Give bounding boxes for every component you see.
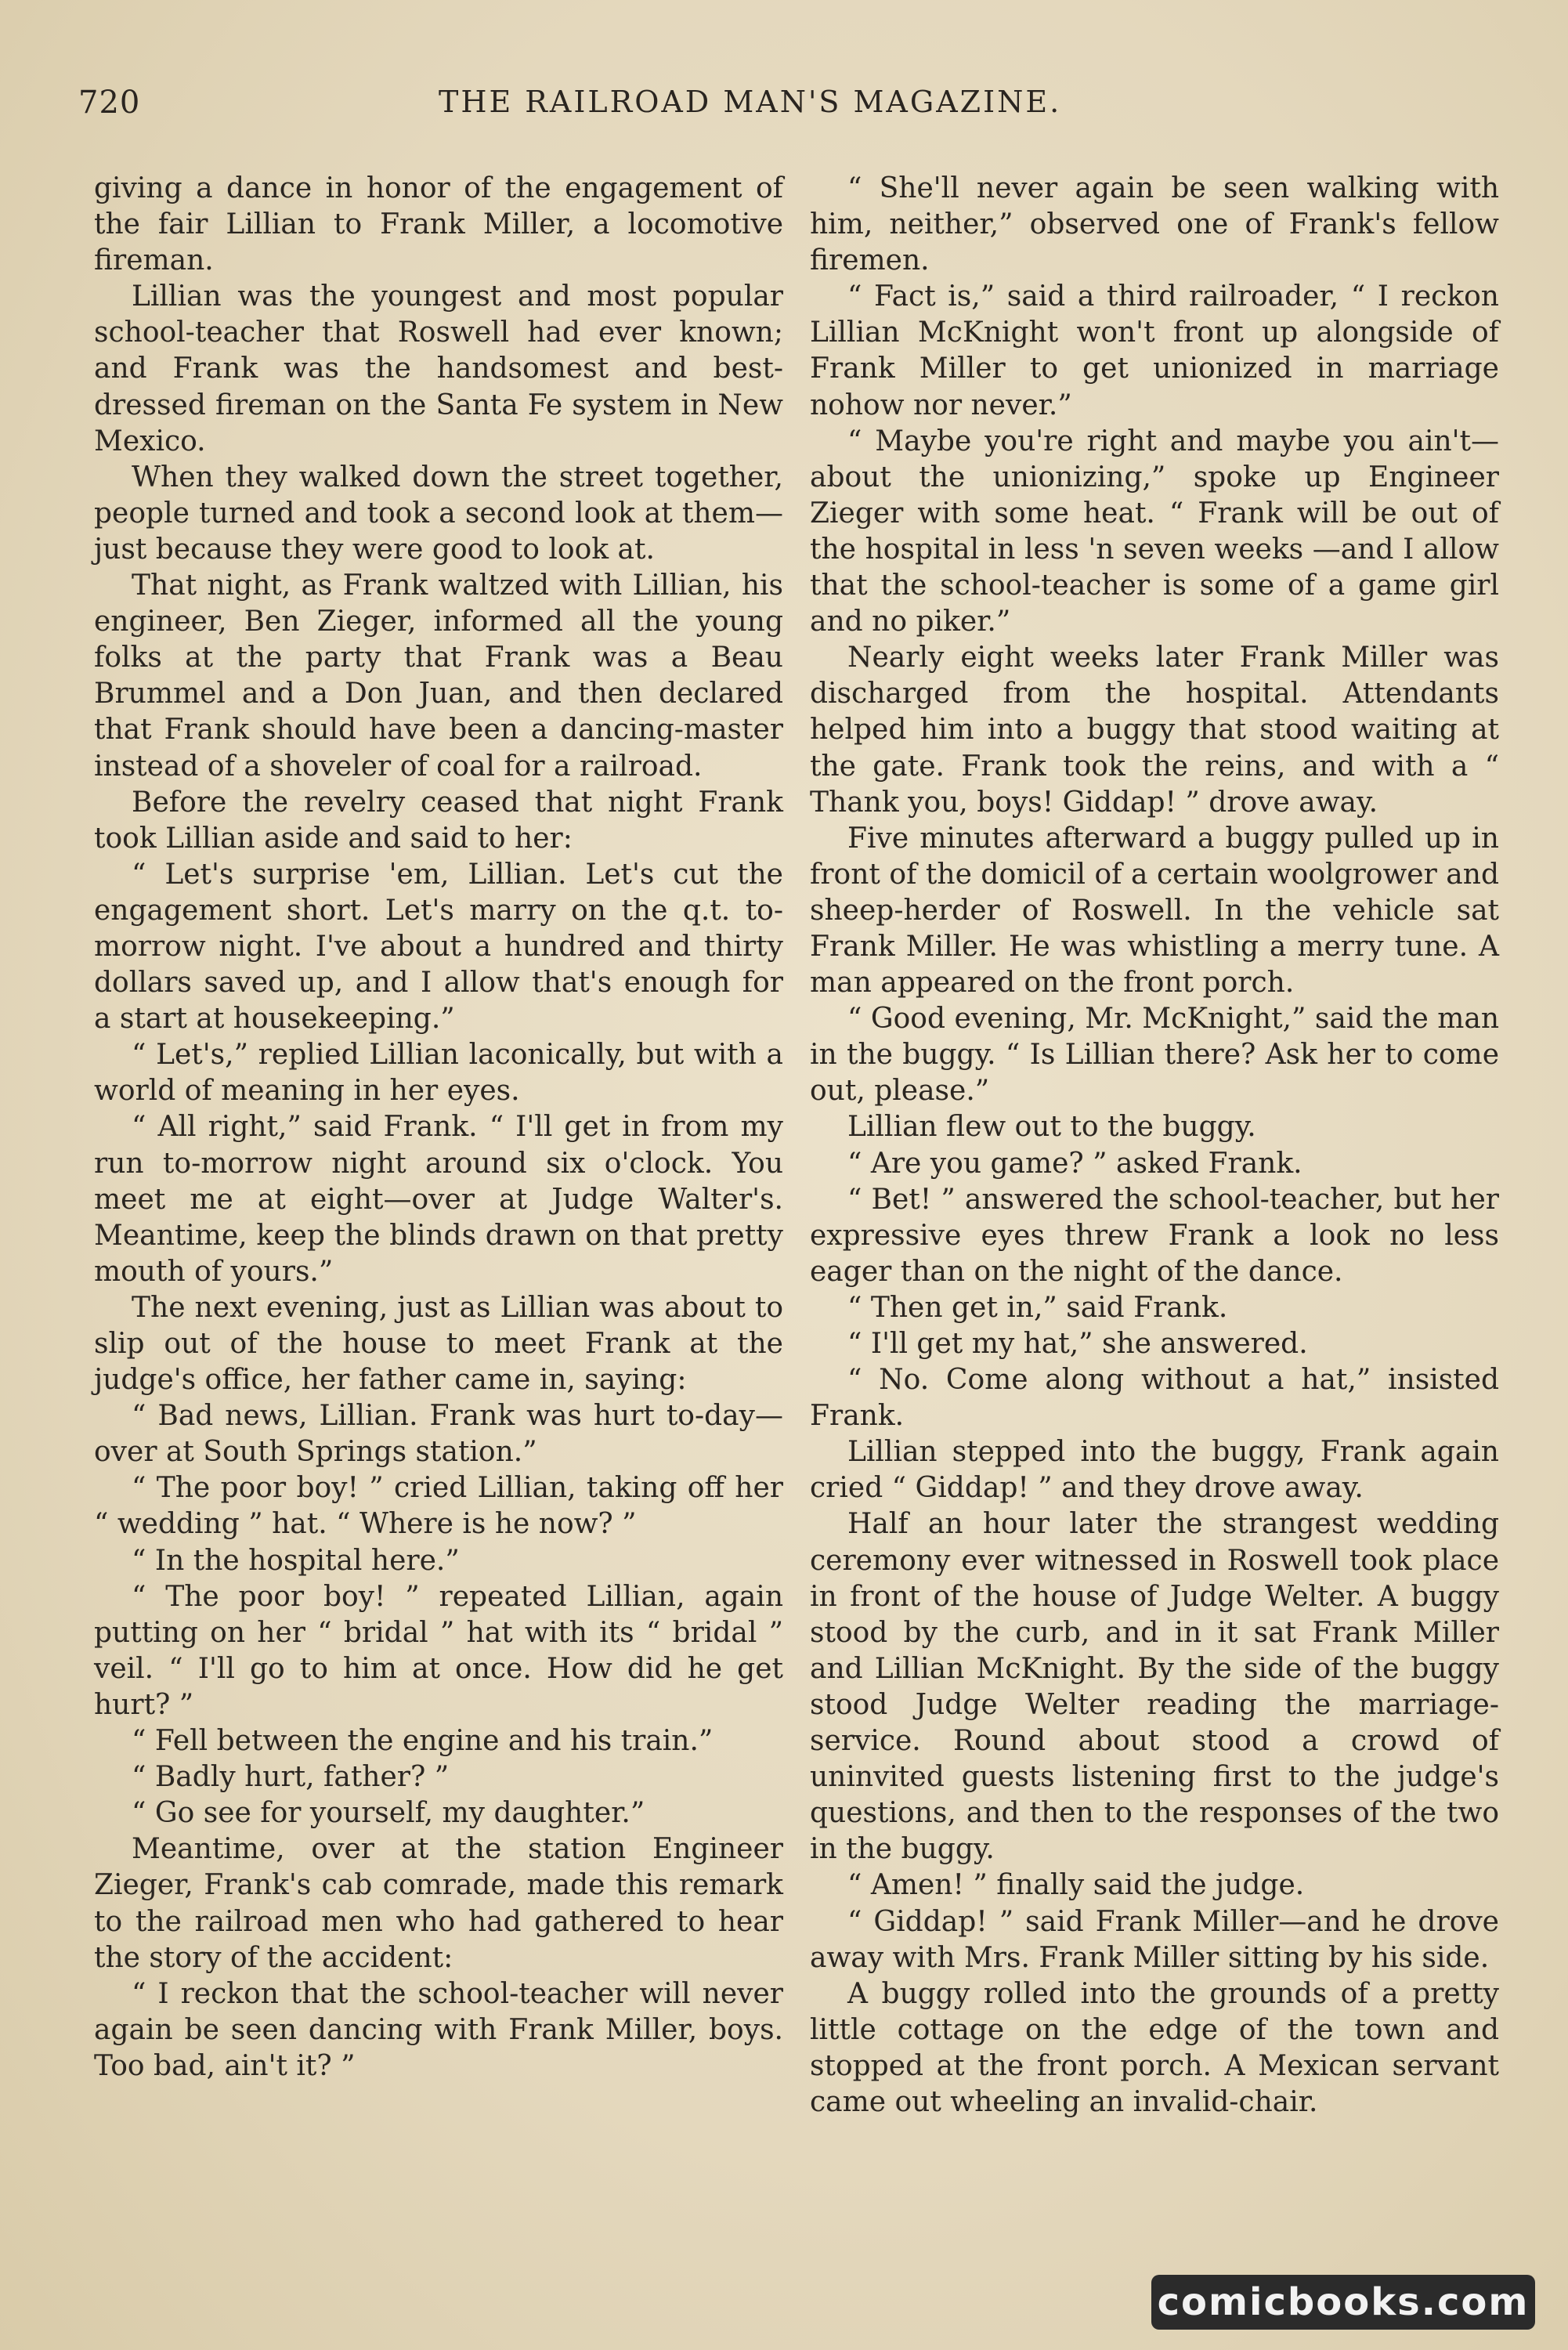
- paragraph: Half an hour later the strangest wedding ceremony ever witnessed in Roswell took place in front of the house of Judge Welter. A buggy stood by the curb, and in it sat Frank Miller and Lillian McKnight. By the side of the buggy stood Judge Welter reading the marriage-service. Round about stood a crowd of uninvited guests listening first to the judge's questions, and then to the responses of the two in the buggy.: [810, 1508, 1499, 1866]
- source-watermark: comicbooks.com: [1151, 2275, 1535, 2330]
- paragraph: “ Good evening, Mr. McKnight,” said the man in the buggy. “ Is Lillian there? Ask her to come out, please.”: [810, 1003, 1499, 1108]
- paragraph: Nearly eight weeks later Frank Miller was discharged from the hospital. Attendants helped him into a buggy that stood waiting at the gate. Frank took the reins, and with a “ Thank you, boys! Giddap! ” drove away.: [810, 642, 1499, 819]
- paragraph: “ Maybe you're right and maybe you ain't—about the unionizing,” spoke up Engineer Zieger with some heat. “ Frank will be out of the hospital in less 'n seven weeks —and I allow that the school-teacher is some of a game girl and no piker.”: [810, 425, 1499, 638]
- paragraph: Lillian was the youngest and most popular school-teacher that Roswell had ever known; and Frank was the handsomest and best-dressed fireman on the Santa Fe system in New Mexico.: [94, 280, 783, 457]
- page-header: [78, 85, 1488, 132]
- left-column: [94, 171, 783, 2084]
- paragraph: “ Badly hurt, father? ”: [132, 1761, 450, 1794]
- paragraph: Meantime, over at the station Engineer Zieger, Frank's cab comrade, made this remark to the railroad men who had gathered to hear the story of the accident:: [94, 1833, 783, 1974]
- paragraph: Lillian flew out to the buggy.: [847, 1111, 1256, 1144]
- running-title: THE RAILROAD MAN'S MAGAZINE.: [439, 85, 1062, 119]
- paragraph: That night, as Frank waltzed with Lillian, his engineer, Ben Zieger, informed all the young folks at the party that Frank was a Beau Brummel and a Don Juan, and then declared that Frank should have been a dancing-master instead of a shoveler of coal for a railroad.: [94, 569, 783, 783]
- paragraph: “ Fell between the engine and his train.”: [132, 1725, 714, 1758]
- paragraph: Five minutes afterward a buggy pulled up in front of the domicil of a certain woolgrower and sheep-herder of Roswell. In the vehicle sat Frank Miller. He was whistling a merry tune. A man appeared on the front porch.: [810, 822, 1499, 1000]
- paragraph: “ Are you game? ” asked Frank.: [847, 1147, 1302, 1180]
- paragraph: A buggy rolled into the grounds of a pretty little cottage on the edge of the town and stopped at the front porch. A Mexican servant came out wheeling an invalid-chair.: [810, 1977, 1499, 2118]
- paragraph: “ Then get in,” said Frank.: [847, 1291, 1228, 1324]
- paragraph: “ Let's,” replied Lillian laconically, but with a world of meaning in her eyes.: [94, 1039, 783, 1108]
- paragraph: “ Amen! ” finally said the judge.: [847, 1869, 1305, 1902]
- paragraph: “ The poor boy! ” repeated Lillian, again putting on her “ bridal ” hat with its “ bridal ” veil. “ I'll go to him at once. How did he get hurt? ”: [94, 1580, 783, 1721]
- paragraph: “ The poor boy! ” cried Lillian, taking off her “ wedding ” hat. “ Where is he now? ”: [94, 1472, 783, 1541]
- paragraph: “ Giddap! ” said Frank Miller—and he drove away with Mrs. Frank Miller sitting by his side.: [810, 1905, 1499, 1974]
- paragraph: When they walked down the street together, people turned and took a second look at them—just because they were good to look at.: [94, 461, 783, 566]
- paragraph: giving a dance in honor of the engagement of the fair Lillian to Frank Miller, a locomotive fireman.: [94, 172, 783, 277]
- paragraph: “ I'll get my hat,” she answered.: [847, 1328, 1308, 1360]
- page-number: 720: [78, 85, 141, 121]
- paragraph: “ No. Come along without a hat,” insisted Frank.: [810, 1364, 1499, 1433]
- paragraph: “ Bad news, Lillian. Frank was hurt to-day—over at South Springs station.”: [94, 1400, 783, 1469]
- paragraph: “ Go see for yourself, my daughter.”: [132, 1797, 645, 1830]
- paragraph: “ She'll never again be seen walking with him, neither,” observed one of Frank's fellow firemen.: [810, 172, 1499, 277]
- paragraph: “ Bet! ” answered the school-teacher, but her expressive eyes threw Frank a look no less eager than on the night of the dance.: [810, 1183, 1499, 1288]
- paragraph: “ All right,” said Frank. “ I'll get in from my run to-morrow night around six o'clock. You meet me at eight—over at Judge Walter's. Meantime, keep the blinds drawn on that pretty mouth of yours.”: [94, 1111, 783, 1288]
- paragraph: Lillian stepped into the buggy, Frank again cried “ Giddap! ” and they drove away.: [810, 1436, 1499, 1505]
- paragraph: The next evening, just as Lillian was about to slip out of the house to meet Frank at the judge's office, her father came in, saying:: [94, 1291, 783, 1397]
- right-column: [810, 171, 1499, 2120]
- paragraph: “ In the hospital here.”: [132, 1544, 460, 1577]
- paragraph: “ Let's surprise 'em, Lillian. Let's cut the engagement short. Let's marry on the q.t. to-morrow night. I've about a hundred and thirty dollars saved up, and I allow that's enough for a start at housekeeping.”: [94, 858, 783, 1036]
- paragraph: “ I reckon that the school-teacher will never again be seen dancing with Frank Miller, boys. Too bad, ain't it? ”: [94, 1977, 783, 2082]
- paragraph: Before the revelry ceased that night Frank took Lillian aside and said to her:: [94, 786, 783, 855]
- paragraph: “ Fact is,” said a third railroader, “ I reckon Lillian McKnight won't front up alongside of Frank Miller to get unionized in marriage nohow nor never.”: [810, 280, 1499, 421]
